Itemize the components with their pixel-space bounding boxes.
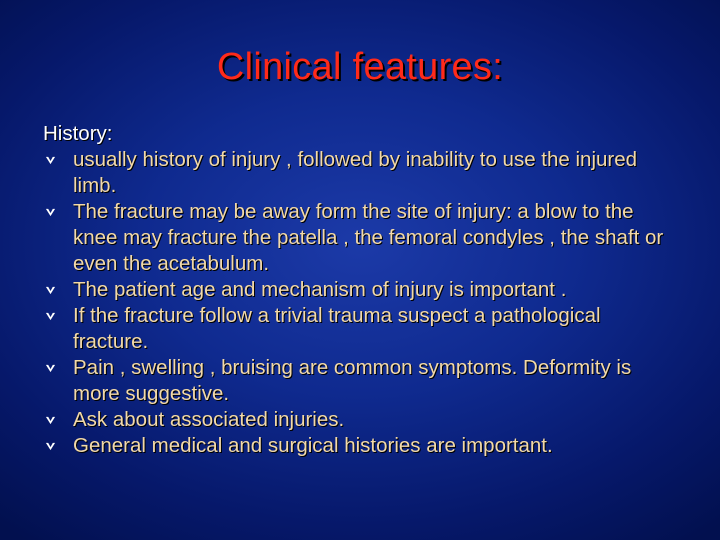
checkmark-bullet-icon	[43, 356, 57, 380]
checkmark-bullet-icon	[43, 200, 57, 224]
list-item-text: Ask about associated injuries.	[73, 408, 345, 431]
list-item	[43, 277, 673, 303]
list-item	[43, 407, 673, 433]
checkmark-bullet-icon	[43, 278, 57, 302]
list-item-text: The fracture may be away form the site of injury: a blow to the knee may fracture the patella , the femoral condyles , the shaft or even the acetabulum.	[73, 200, 664, 275]
list-item-text: usually history of injury , followed by inability to use the injured limb.	[73, 148, 638, 197]
checkmark-bullet-icon	[43, 304, 57, 328]
list-item-text: If the fracture follow a trivial trauma suspect a pathological fracture.	[73, 304, 601, 353]
section-heading: History:	[43, 122, 113, 145]
list-item-text: The patient age and mechanism of injury is important .	[73, 278, 567, 301]
list-item	[43, 433, 673, 459]
checkmark-bullet-icon	[43, 408, 57, 432]
checkmark-bullet-icon	[43, 148, 57, 172]
list-item-text: Pain , swelling , bruising are common symptoms. Deformity is more suggestive.	[73, 356, 632, 405]
slide-title: Clinical features:	[216, 46, 504, 88]
list-item	[43, 199, 673, 277]
slide-content	[43, 121, 673, 459]
checkmark-bullet-icon	[43, 434, 57, 458]
list-item	[43, 147, 673, 199]
list-item	[43, 355, 673, 407]
list-item-text: General medical and surgical histories are important.	[73, 434, 553, 457]
bullet-list	[43, 147, 673, 459]
list-item	[43, 303, 673, 355]
